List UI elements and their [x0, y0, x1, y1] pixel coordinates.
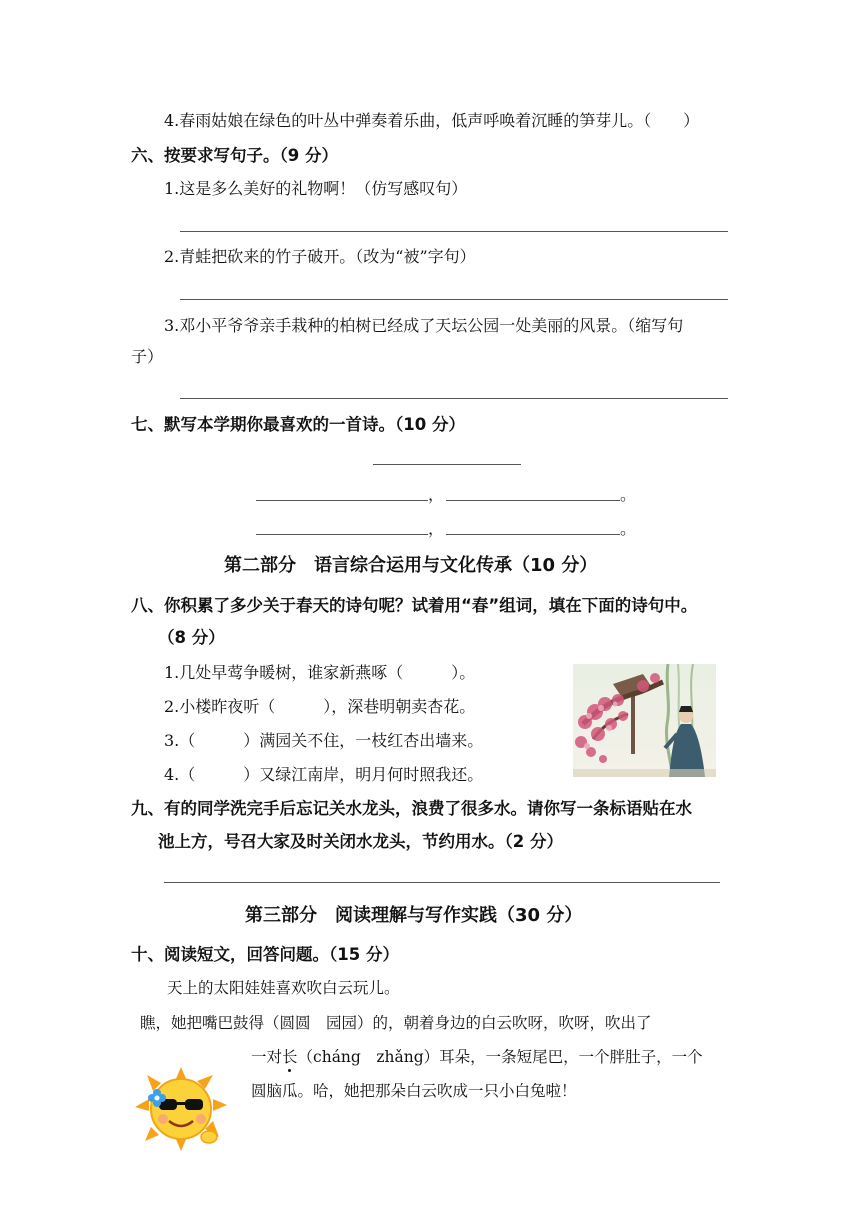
poem-line-2b[interactable] — [446, 534, 620, 535]
q6-item-2: 2.青蛙把砍来的竹子破开。（改为“被”字句） — [164, 247, 476, 266]
q6-item-3-cont: 子） — [131, 347, 164, 366]
q5-item-4: 4.春雨姑娘在绿色的叶丛中弹奏着乐曲，低声呼唤着沉睡的笋芽儿。（ ） — [164, 111, 700, 130]
q9-heading: 九、有的同学洗完手后忘记关水龙头，浪费了很多水。请你写一条标语贴在水 — [131, 799, 692, 818]
poem-line-1a[interactable] — [256, 500, 428, 501]
story-text: 一对 — [251, 1048, 283, 1066]
q6-answer-line-3[interactable] — [180, 398, 728, 399]
part3-title: 第三部分 阅读理解与写作实践（30 分） — [245, 905, 583, 926]
q6-item-3: 3.邓小平爷爷亲手栽种的柏树已经成了天坛公园一处美丽的风景。（缩写句 — [164, 316, 684, 335]
q9-heading-cont: 池上方，号召大家及时关闭水龙头，节约用水。（2 分） — [158, 832, 563, 851]
q6-answer-line-2[interactable] — [180, 299, 728, 300]
poem-line-1b[interactable] — [446, 500, 620, 501]
q6-answer-line-1[interactable] — [180, 231, 728, 232]
part2-title: 第二部分 语言综合运用与文化传承（10 分） — [224, 555, 598, 576]
story-paragraph-2-line-2 — [251, 1046, 703, 1068]
q8-heading-points: （8 分） — [158, 628, 225, 647]
story-text: （cháng zhǎng）耳朵，一条短尾巴，一个胖肚子，一个 — [297, 1048, 703, 1066]
q7-heading: 七、默写本学期你最喜欢的一首诗。（10 分） — [131, 415, 465, 434]
emphasized-character: 长 — [282, 1048, 298, 1066]
q10-heading: 十、阅读短文，回答问题。（15 分） — [131, 945, 399, 964]
q8-item-1: 1.几处早莺争暖树，谁家新燕啄（ ）。 — [164, 663, 476, 682]
story-paragraph-1: 天上的太阳娃娃喜欢吹白云玩儿。 — [167, 979, 400, 997]
poem-line-2a[interactable] — [256, 534, 428, 535]
story-paragraph-2-line-3: 圆脑瓜。哈，她把那朵白云吹成一只小白兔啦！ — [251, 1082, 577, 1100]
q6-item-1: 1.这是多么美好的礼物啊！（仿写感叹句） — [164, 179, 468, 198]
q8-item-2: 2.小楼昨夜听（ ），深巷明朝卖杏花。 — [164, 697, 476, 716]
poem-comma-1: ， — [428, 485, 445, 504]
q9-answer-line[interactable] — [164, 882, 720, 883]
poem-title-line[interactable] — [373, 464, 521, 465]
poem-comma-2: ， — [428, 519, 445, 538]
cartoon-sun-with-sunglasses-icon — [133, 1065, 229, 1153]
poem-period-2: 。 — [620, 519, 637, 538]
q8-heading: 八、你积累了多少关于春天的诗句呢？试着用“春”组词，填在下面的诗句中。 — [131, 596, 698, 615]
poet-under-blossom-tree-illustration — [573, 664, 716, 777]
q8-item-4: 4.（ ）又绿江南岸，明月何时照我还。 — [164, 765, 484, 784]
poem-period-1: 。 — [620, 485, 637, 504]
q6-heading: 六、按要求写句子。（9 分） — [131, 146, 338, 165]
q8-item-3: 3.（ ）满园关不住，一枝红杏出墙来。 — [164, 731, 484, 750]
story-paragraph-2-line-1: 瞧，她把嘴巴鼓得（圆圆 园园）的，朝着身边的白云吹呀，吹呀，吹出了 — [140, 1014, 652, 1032]
